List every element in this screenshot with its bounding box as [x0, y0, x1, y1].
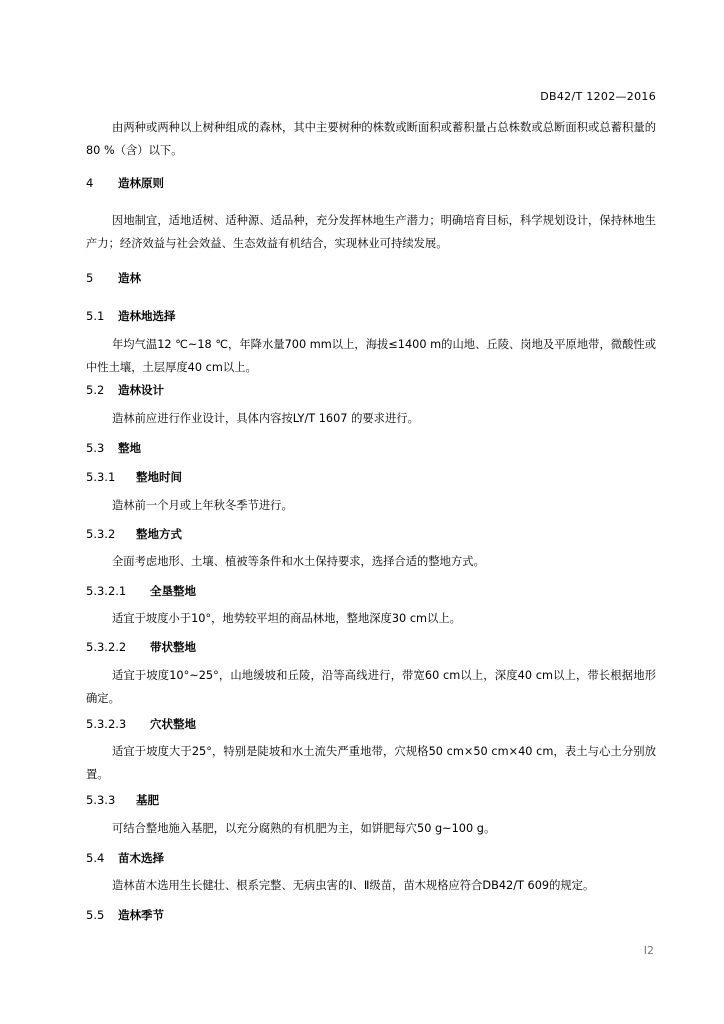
section-5-3-2-3-text: 适宜于坡度大于25°，特别是陡坡和水土流失严重地带，穴规格50 cm×50 cm×40 cm，表土与心土分别放置。 [86, 745, 656, 781]
section-5-3-3-heading [86, 792, 159, 808]
section-5-2-text: 造林前应进行作业设计，具体内容按LY/T 1607 的要求进行。 [112, 412, 419, 425]
section-number: 5.3.2 [86, 527, 116, 541]
section-5-3-1-text: 造林前一个月或上年秋冬季节进行。 [112, 499, 293, 512]
standard-code: DB42/T 1202—2016 [540, 90, 656, 103]
section-5-4-text: 造林苗木选用生长健壮、根系完整、无病虫害的Ⅰ、Ⅱ级苗，苗木规格应符合DB42/T 609的规定。 [112, 879, 595, 892]
section-5-4-heading [86, 850, 164, 866]
section-number: 5.4 [86, 851, 105, 865]
section-number: 5.5 [86, 908, 105, 922]
section-5-1-heading [86, 308, 176, 324]
section-number: 5.2 [86, 383, 105, 397]
section-number: 5 [86, 271, 94, 285]
section-5-3-2-3-heading [86, 716, 196, 732]
section-title: 基肥 [136, 793, 159, 807]
section-5-3-1-heading [86, 469, 182, 485]
section-5-3-2-text: 全面考虑地形、土壤、植被等条件和水土保持要求，选择合适的整地方式。 [112, 555, 485, 568]
section-title: 造林季节 [118, 908, 164, 922]
section-number: 5.3.2.1 [86, 584, 127, 598]
section-5-3-2-1-heading [86, 583, 196, 599]
section-title: 全垦整地 [150, 584, 196, 598]
section-title: 造林地选择 [118, 309, 176, 323]
section-title: 整地 [118, 441, 141, 455]
section-number: 5.1 [86, 309, 105, 323]
section-5-2-heading [86, 382, 164, 398]
section-number: 4 [86, 176, 94, 190]
section-title: 带状整地 [150, 640, 196, 654]
section-title: 苗木选择 [118, 851, 164, 865]
section-5-3-2-2-heading [86, 639, 196, 655]
section-title: 造林 [118, 271, 141, 285]
section-title: 造林设计 [118, 383, 164, 397]
section-number: 5.3 [86, 441, 105, 455]
section-title: 整地时间 [136, 470, 182, 484]
section-5-3-3-text: 可结合整地施入基肥，以充分腐熟的有机肥为主，如饼肥每穴50 g~100 g。 [112, 822, 496, 835]
section-number: 5.3.1 [86, 470, 116, 484]
section-4-text: 因地制宜，适地适树、适种源、适品种，充分发挥林地生产潜力；明确培育目标，科学规划设计，保持林地生产力；经济效益与社会效益、生态效益有机结合，实现林业可持续发展。 [86, 214, 656, 250]
section-title: 穴状整地 [150, 717, 196, 731]
section-5-3-2-heading [86, 526, 182, 542]
section-number: 5.3.2.3 [86, 717, 127, 731]
section-5-3-heading [86, 440, 141, 456]
section-5-5-heading [86, 907, 164, 923]
intro-paragraph: 由两种或两种以上树种组成的森林，其中主要树种的株数或断面积或蓄积量占总株数或总断面积或总蓄积量的80 %（含）以下。 [86, 121, 656, 157]
section-title: 整地方式 [136, 527, 182, 541]
section-number: 5.3.3 [86, 793, 116, 807]
section-title: 造林原则 [118, 176, 164, 190]
section-number: 5.3.2.2 [86, 640, 127, 654]
section-5-1-text: 年均气温12 ℃~18 ℃，年降水量700 mm以上，海拔≤1400 m的山地、丘陵、岗地及平原地带，微酸性或中性土壤，土层厚度40 cm以上。 [86, 338, 656, 374]
section-5-heading [86, 270, 141, 286]
page-number: I2 [643, 944, 654, 957]
section-5-3-2-2-text: 适宜于坡度10°~25°，山地缓坡和丘陵，沿等高线进行，带宽60 cm以上，深度40 cm以上，带长根据地形确定。 [86, 669, 656, 705]
section-5-3-2-1-text: 适宜于坡度小于10°，地势较平坦的商品林地，整地深度30 cm以上。 [112, 612, 461, 625]
section-4-heading [86, 175, 164, 191]
